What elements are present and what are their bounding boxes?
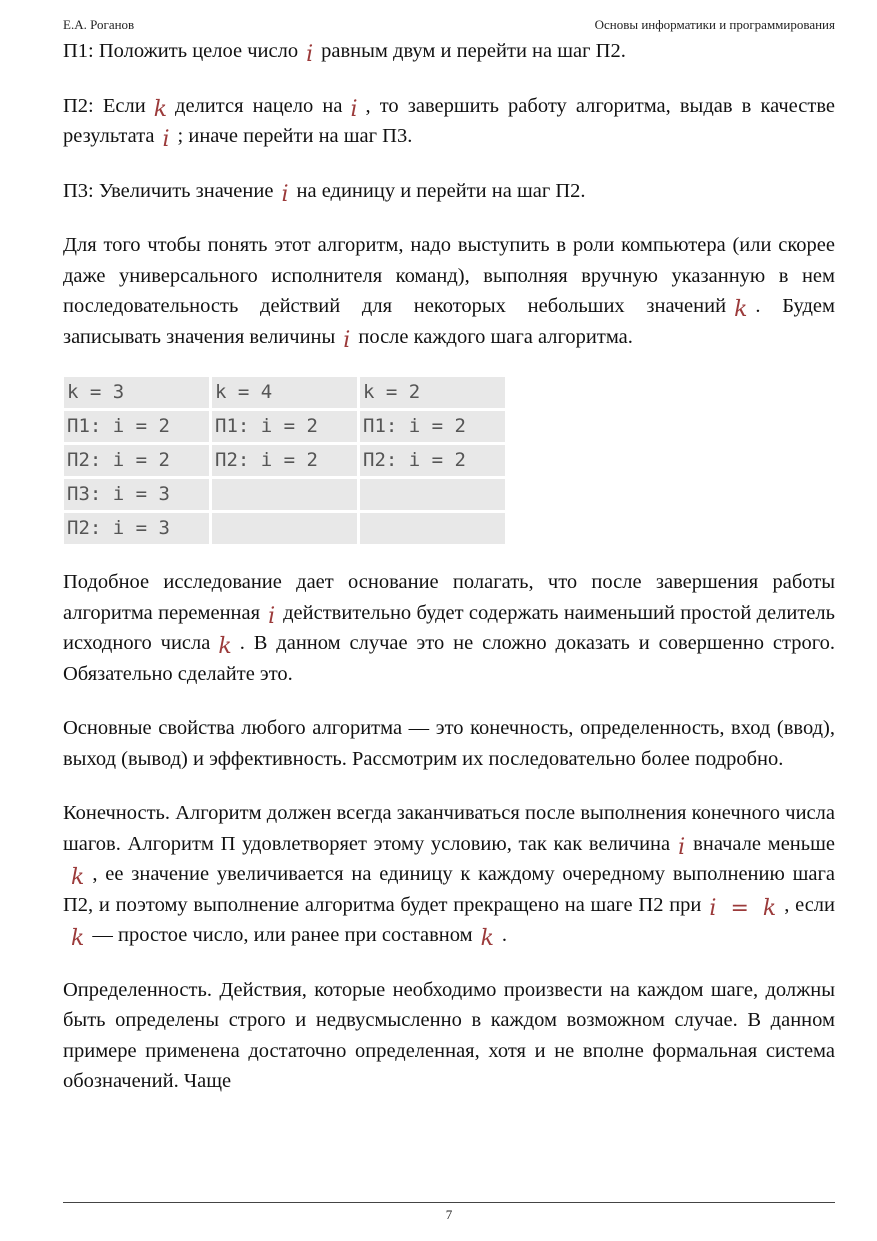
trace-table-cell: П1: i = 2 — [212, 411, 357, 442]
paragraph-definiteness: Определенность. Действия, которые необходимо произвести на каждом шаге, должны быть определены строго и недвусмысленно в каждом возможном случае. В данном примере применена достаточно определенная, хотя и не вполне формальная система обозначений. Чаще — [63, 978, 835, 1092]
step-p2: П2: Если k делится нацело на i , то завершить работу алгоритма, выдав в качестве результата i ; иначе перейти на шаг П3. — [63, 94, 836, 152]
trace-table-row — [64, 513, 505, 544]
paragraph-intro: Для того чтобы понять этот алгоритм, надо выступить в роли компьютера (или скорее даже универсального исполнителя команд), выполняя вручную указанную в нем последовательность действий для некоторых небольших значений k . Будем записывать значения величины i после каждого шага алгоритма. — [63, 234, 835, 353]
footer-divider — [63, 1202, 835, 1203]
trace-table-cell: П2: i = 2 — [360, 445, 505, 476]
paragraph-research: Подобное исследование дает основание полагать, что после завершения работы алгоритма переменная i действительно будет содержать наименьший простой делитель исходного числа k . В данном случае это не сложно доказать и совершенно строго. Обязательно сделайте это. — [63, 571, 835, 685]
trace-table-cell — [212, 513, 357, 544]
math-equals-sign: = — [730, 895, 749, 921]
paragraph-properties: Основные свойства любого алгоритма — это конечность, определенность, вход (ввод), выход (вывод) и эффективность. Рассмотрим их последовательно более подробно. — [63, 717, 835, 770]
page-number: 7 — [445, 1207, 453, 1222]
math-var-k: k — [762, 895, 777, 921]
math-var-k: k — [153, 96, 168, 122]
trace-table-cell — [212, 479, 357, 510]
math-var-k: k — [218, 634, 232, 659]
document-page — [63, 0, 835, 1241]
trace-table-cell: k = 2 — [360, 377, 505, 408]
header-author: Е.А. Роганов — [63, 17, 135, 32]
trace-table-cell: П1: i = 2 — [64, 411, 209, 442]
body-text — [63, 36, 835, 1121]
trace-table-cell: П2: i = 3 — [64, 513, 209, 544]
math-var-k: k — [71, 926, 85, 951]
step-p1: П1: Положить целое число i равным двум и перейти на шаг П2. — [63, 40, 626, 67]
math-var-i: i — [268, 603, 276, 629]
trace-table-cell: П3: i = 3 — [64, 479, 209, 510]
trace-table-cell — [360, 479, 505, 510]
trace-table-cell — [360, 513, 505, 544]
math-var-k: k — [734, 297, 748, 322]
trace-table — [61, 374, 508, 547]
trace-table-row — [64, 377, 505, 408]
step-p3: П3: Увеличить значение i на единицу и перейти на шаг П2. — [63, 179, 586, 207]
trace-table-cell: k = 3 — [64, 377, 209, 408]
trace-table-cell: П2: i = 2 — [212, 445, 357, 476]
math-var-k: k — [71, 865, 85, 890]
math-var-i: i — [350, 96, 358, 122]
math-var-k: k — [480, 926, 494, 951]
paragraph-finiteness: Конечность. Алгоритм должен всегда заканчиваться после выполнения конечного числа шагов. Алгоритм П удовлетворяет этому условию, так как величина i вначале меньшеk , ее значение увеличивается на единицу к каждому очередному выполнению шага П2, и поэтому выполнение алгоритма будет прекращено на шаге П2 при i = k , еслиk — простое число, или ранее при составном k . — [63, 802, 835, 951]
trace-table-row — [64, 445, 505, 476]
trace-table-row — [64, 411, 505, 442]
trace-table-cell: k = 4 — [212, 377, 357, 408]
math-var-i: i — [281, 181, 289, 207]
math-var-i: i — [306, 42, 314, 67]
math-var-i: i — [709, 895, 717, 921]
trace-table-cell: П1: i = 2 — [360, 411, 505, 442]
header-book-title: Основы информатики и программирования — [594, 17, 835, 32]
trace-table-cell: П2: i = 2 — [64, 445, 209, 476]
math-var-i: i — [343, 327, 351, 353]
math-var-i: i — [162, 127, 170, 152]
math-var-i: i — [678, 834, 686, 860]
trace-table-row — [64, 479, 505, 510]
